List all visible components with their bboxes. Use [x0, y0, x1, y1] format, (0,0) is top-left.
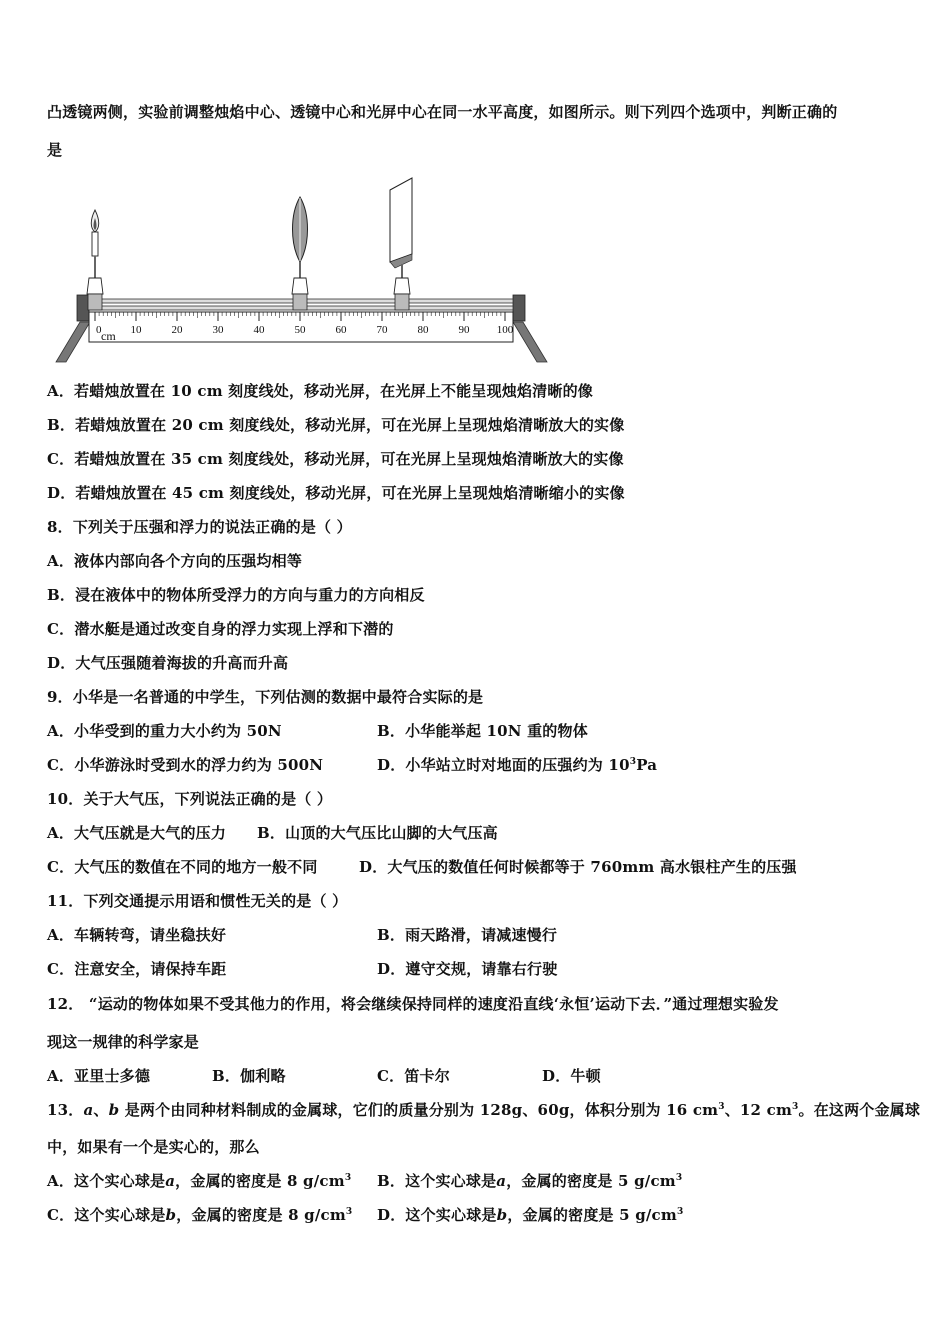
q9-option-a: A．小华受到的重力大小约为 50N	[47, 722, 282, 740]
q13-row-2	[47, 1205, 684, 1225]
bench-left-leg	[56, 322, 90, 362]
q10-stem: 10．关于大气压，下列说法正确的是（ ）	[47, 790, 333, 808]
q11-row-2	[47, 959, 558, 979]
ruler-tick-label: 60	[335, 324, 347, 336]
ruler-tick-label: 90	[458, 324, 470, 336]
screen-panel	[390, 178, 412, 262]
ruler-tick-label: 80	[417, 324, 429, 336]
q10-option-b: B．山顶的大气压比山脚的大气压高	[257, 824, 498, 842]
q11-option-b: B．雨天路滑，请减速慢行	[377, 926, 558, 944]
q13-stem-line-1: 13．a、b 是两个由同种材料制成的金属球，它们的质量分别为 128g、60g，体积分别为 16 $cm^3$、12 $cm^3$。在这两个金属球	[47, 1101, 921, 1119]
q10-row-1	[47, 823, 498, 843]
candle-body	[92, 232, 98, 256]
bench-right-leg	[513, 322, 547, 362]
ruler-tick-label: 30	[212, 324, 224, 336]
lens-stem	[299, 262, 301, 278]
q11-option-a: A．车辆转弯，请坐稳扶好	[47, 926, 227, 944]
q9-row-1	[47, 721, 588, 741]
q9-stem: 9．小华是一名普通的中学生，下列估测的数据中最符合实际的是	[47, 688, 484, 706]
bench-left-end	[77, 295, 89, 321]
ruler-tick-label: 0	[96, 324, 102, 336]
q10-option-c: C．大气压的数值在不同的地方一般不同	[47, 858, 318, 876]
q7-option-d: D．若蜡烛放置在 45 cm 刻度线处，移动光屏，可在光屏上呈现烛焰清晰缩小的实像	[47, 484, 625, 502]
q9-option-b: B．小华能举起 10N 重的物体	[377, 722, 588, 740]
q13-stem-line-2: 中，如果有一个是实心的，那么	[47, 1138, 260, 1156]
q10-option-d: D．大气压的数值任何时候都等于 760mm 高水银柱产生的压强	[359, 858, 797, 876]
lens-base	[293, 294, 307, 310]
screen-stem	[401, 264, 403, 278]
q7-option-c: C．若蜡烛放置在 35 cm 刻度线处，移动光屏，可在光屏上呈现烛焰清晰放大的实像	[47, 450, 624, 468]
q12-option-a: A．亚里士多德	[47, 1067, 151, 1085]
q9-option-c: C．小华游泳时受到水的浮力约为 500N	[47, 756, 324, 774]
candle-holder	[87, 278, 103, 294]
ruler-tick-label: 20	[171, 324, 183, 336]
convex-lens	[292, 197, 308, 310]
ruler-unit-label: cm	[101, 329, 116, 343]
q11-option-d: D．遵守交规，请靠右行驶	[377, 960, 558, 978]
q12-option-d: D．牛顿	[542, 1067, 601, 1085]
q9-option-d: D．小华站立时对地面的压强约为 $10^3Pa$	[377, 756, 658, 774]
screen-holder	[394, 278, 410, 294]
q13-option-b: B．这个实心球是a，金属的密度是 5 $g/cm^3$	[377, 1172, 683, 1190]
q13-option-d: D．这个实心球是b，金属的密度是 5 $g/cm^3$	[377, 1206, 684, 1224]
q13-row-1	[47, 1171, 683, 1191]
screen-base	[395, 294, 409, 310]
q7-option-a: A．若蜡烛放置在 10 cm 刻度线处，移动光屏，在光屏上不能呈现烛焰清晰的像	[47, 382, 593, 400]
bench-right-end	[513, 295, 525, 321]
q12-stem-line-1: 12． “运动的物体如果不受其他力的作用，将会继续保持同样的速度沿直线‘永恒’运动下去．”通过理想实验发	[47, 995, 779, 1013]
ruler-tick-label: 70	[376, 324, 388, 336]
ruler-tick-label: 40	[253, 324, 265, 336]
q8-option-a: A．液体内部向各个方向的压强均相等	[47, 552, 303, 570]
intro-line-2: 是	[47, 141, 63, 159]
q13-option-c: C．这个实心球是b，金属的密度是 8 $g/cm^3$	[47, 1206, 353, 1224]
candle	[87, 210, 103, 310]
ruler-tick-label: 50	[294, 324, 306, 336]
intro-line-1: 凸透镜两侧，实验前调整烛焰中心、透镜中心和光屏中心在同一水平高度，如图所示。则下列四个选项中，判断正确的	[47, 103, 838, 121]
q12-option-b: B．伽利略	[212, 1067, 286, 1085]
q11-row-1	[47, 925, 558, 945]
q13-option-a: A．这个实心球是a，金属的密度是 8 $g/cm^3$	[47, 1172, 352, 1190]
q10-option-a: A．大气压就是大气的压力	[47, 824, 227, 842]
q12-stem-line-2: 现这一规律的科学家是	[47, 1033, 200, 1051]
q10-row-2	[47, 857, 797, 877]
ruler-tick-label: 10	[130, 324, 142, 336]
q8-option-d: D．大气压强随着海拔的升高而升高	[47, 654, 289, 672]
q8-option-c: C．潜水艇是通过改变自身的浮力实现上浮和下潜的	[47, 620, 394, 638]
q7-option-b: B．若蜡烛放置在 20 cm 刻度线处，移动光屏，可在光屏上呈现烛焰清晰放大的实像	[47, 416, 625, 434]
q8-stem: 8．下列关于压强和浮力的说法正确的是（ ）	[47, 518, 352, 536]
q11-stem: 11．下列交通提示用语和惯性无关的是（ ）	[47, 892, 348, 910]
q12-options	[47, 1066, 601, 1086]
candle-stem	[94, 256, 96, 278]
q8-option-b: B．浸在液体中的物体所受浮力的方向与重力的方向相反	[47, 586, 425, 604]
q12-option-c: C．笛卡尔	[377, 1067, 450, 1085]
q9-row-2	[47, 755, 658, 775]
q11-option-c: C．注意安全，请保持车距	[47, 960, 227, 978]
optical-bench-figure	[50, 172, 550, 372]
candle-base	[88, 294, 102, 310]
lens-holder	[292, 278, 308, 294]
light-screen	[390, 178, 412, 310]
ruler-tick-label: 100	[496, 324, 514, 336]
